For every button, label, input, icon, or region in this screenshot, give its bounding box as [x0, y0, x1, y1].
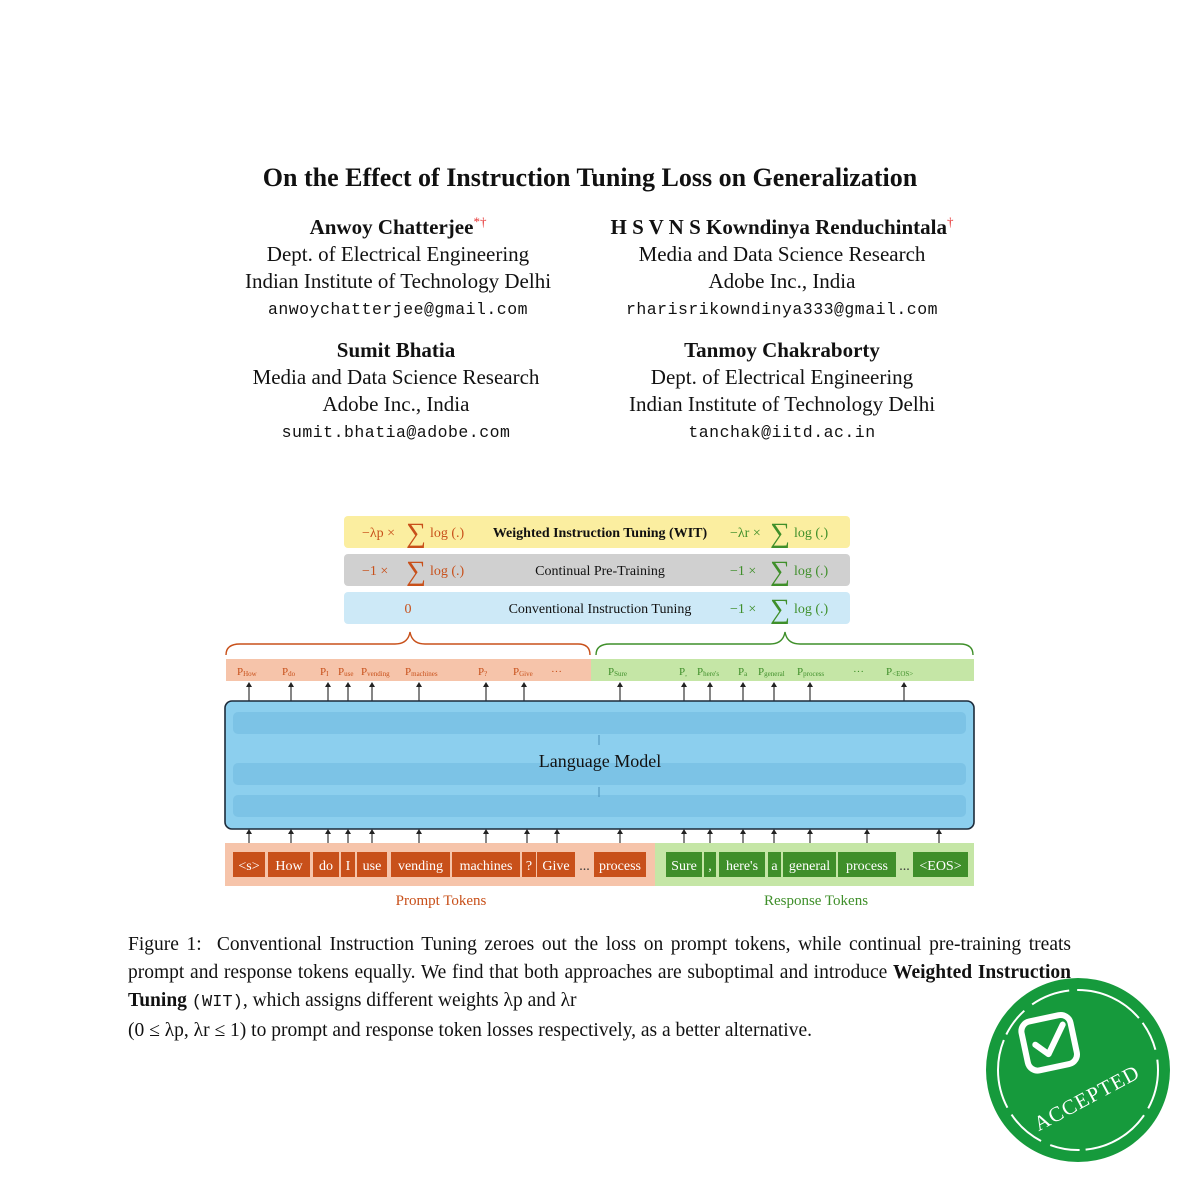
author-email: rharisrikowndinya333@gmail.com	[625, 300, 939, 319]
response-loss-coef: −1 ×	[730, 564, 757, 579]
sum-symbol: ∑	[406, 556, 426, 587]
token-row	[233, 852, 968, 877]
token-text: <EOS>	[919, 859, 962, 874]
stamp-disc	[986, 978, 1170, 1162]
author-institution: Adobe Inc., India	[708, 269, 856, 293]
response-loss-coef: −λr ×	[730, 526, 761, 541]
prompt-loss-coef: −λp ×	[362, 526, 396, 541]
loss-row-label: Conventional Instruction Tuning	[508, 602, 692, 617]
token-text: process	[846, 859, 888, 874]
caption-abbr: (WIT)	[191, 993, 243, 1012]
model-layer	[233, 795, 966, 817]
token-text: ,	[708, 859, 712, 874]
loss-rows	[344, 516, 850, 625]
output-arrow-head	[345, 682, 351, 687]
token-probability: P,	[679, 666, 687, 678]
token-probability: PHow	[237, 666, 257, 678]
output-arrow-head	[807, 682, 813, 687]
output-arrow-head	[369, 682, 375, 687]
caption-text: Conventional Instruction Tuning zeroes out the loss on prompt tokens, while continual pre-training treats prompt and response tokens equally. We find that both approaches are suboptimal and introduce	[128, 934, 1071, 983]
token-probability: Pa	[738, 666, 748, 678]
caption-method-name: Weighted Instruction Tuning	[128, 962, 1072, 1011]
output-arrow-head	[740, 682, 746, 687]
author-affiliation: Media and Data Science Research	[252, 365, 540, 389]
sum-symbol: ∑	[770, 518, 790, 549]
model-layer	[233, 712, 966, 734]
token-probability: Phere's	[697, 666, 720, 678]
paper-title: On the Effect of Instruction Tuning Loss on Generalization	[262, 163, 918, 192]
output-arrows	[246, 682, 907, 701]
token-probability: PI	[320, 666, 329, 678]
output-arrow-head	[617, 682, 623, 687]
log-term: log (.)	[794, 564, 829, 579]
author-email: tanchak@iitd.ac.in	[688, 423, 876, 442]
response-brace	[596, 632, 973, 655]
loss-row-label: Continual Pre-Training	[535, 564, 665, 579]
sum-symbol: ∑	[770, 556, 790, 587]
output-arrow-head	[416, 682, 422, 687]
response-loss-coef: −1 ×	[730, 602, 757, 617]
stamp-text: ACCEPTED	[1029, 1059, 1144, 1136]
token-text: Give	[542, 859, 570, 874]
token-probability: Pvending	[361, 666, 390, 678]
prompt-loss-coef: −1 ×	[362, 564, 389, 579]
token-text: process	[599, 859, 641, 874]
output-arrow-head	[771, 682, 777, 687]
output-arrow-head	[707, 682, 713, 687]
token-text: I	[345, 859, 351, 874]
token-text: ?	[525, 859, 533, 874]
token-probability: Pdo	[282, 666, 296, 678]
token-text: Sure	[671, 859, 697, 874]
author-name: Anwoy Chatterjee*†	[309, 214, 487, 239]
author-institution: Indian Institute of Technology Delhi	[628, 392, 936, 416]
token-text: How	[275, 859, 303, 874]
token-probability: PSure	[608, 666, 627, 678]
token-probability: Pgeneral	[758, 666, 785, 678]
token-text: here's	[725, 859, 759, 874]
output-arrow-head	[246, 682, 252, 687]
author-affiliation: Media and Data Science Research	[638, 242, 926, 266]
author-affiliation: Dept. of Electrical Engineering	[650, 365, 914, 389]
author-email: anwoychatterjee@gmail.com	[267, 300, 529, 319]
author-affiliation: Dept. of Electrical Engineering	[266, 242, 530, 266]
token-text: machines	[459, 859, 513, 874]
token-probability: PGive	[513, 666, 533, 678]
caption-label: Figure 1:	[128, 934, 202, 955]
token-text: use	[362, 859, 382, 874]
author-name: Tanmoy Chakraborty	[684, 338, 880, 362]
figure-caption	[128, 931, 1071, 1045]
prompt-tokens-label: Prompt Tokens	[395, 893, 487, 909]
output-arrow-head	[325, 682, 331, 687]
author-institution: Indian Institute of Technology Delhi	[244, 269, 552, 293]
token-text: do	[319, 859, 333, 874]
token-probability: P<EOS>	[886, 666, 914, 678]
token-ellipsis: ...	[579, 859, 590, 874]
token-text: <s>	[238, 859, 260, 874]
prob-ellipsis: ···	[853, 666, 864, 678]
caption-text-3: (0 ≤ λp, λr ≤ 1) to prompt and response token losses respectively, as a better alternative.	[128, 1020, 812, 1041]
token-ellipsis: ...	[899, 859, 910, 874]
accepted-stamp	[980, 972, 1176, 1168]
sum-symbol: ∑	[406, 518, 426, 549]
token-text: vending	[397, 859, 444, 874]
prompt-brace	[226, 632, 590, 655]
prob-ellipsis: ···	[551, 666, 562, 678]
author-institution: Adobe Inc., India	[322, 392, 470, 416]
output-arrow-head	[483, 682, 489, 687]
log-term: log (.)	[794, 526, 829, 541]
log-term: log (.)	[430, 564, 465, 579]
token-text: general	[788, 859, 831, 874]
author-name: Sumit Bhatia	[336, 338, 456, 362]
log-term: log (.)	[430, 526, 465, 541]
output-arrow-head	[288, 682, 294, 687]
output-arrow-head	[901, 682, 907, 687]
token-text: a	[771, 859, 778, 874]
token-probability: Puse	[338, 666, 354, 678]
output-arrow-head	[681, 682, 687, 687]
response-tokens-label: Response Tokens	[763, 893, 869, 909]
token-probability: P?	[478, 666, 488, 678]
token-probability: Pprocess	[797, 666, 825, 678]
token-probability: Pmachines	[405, 666, 438, 678]
language-model-label: Language Model	[538, 751, 662, 771]
author-email: sumit.bhatia@adobe.com	[281, 423, 511, 442]
caption-text-2: , which assigns different weights λp and λr	[242, 990, 577, 1011]
author-name: H S V N S Kowndinya Renduchintala†	[610, 214, 954, 239]
sum-symbol: ∑	[770, 594, 790, 625]
loss-row-label: Weighted Instruction Tuning (WIT)	[492, 526, 708, 541]
output-arrow-head	[521, 682, 527, 687]
prompt-loss-coef: 0	[404, 602, 412, 617]
log-term: log (.)	[794, 602, 829, 617]
